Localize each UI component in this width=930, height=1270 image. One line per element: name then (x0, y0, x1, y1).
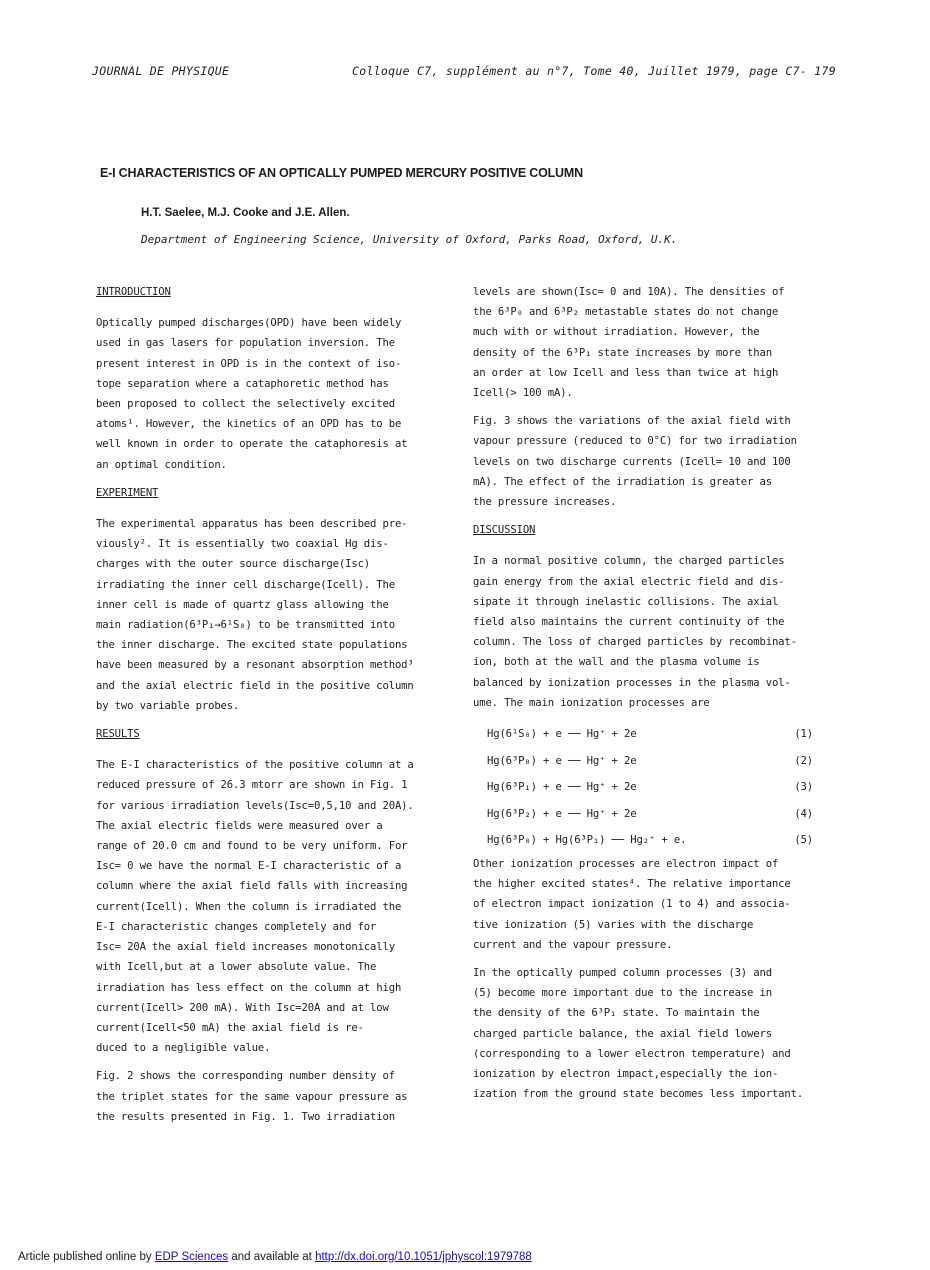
text-line: the 6³P₀ and 6³P₂ metastable states do not change (473, 306, 779, 319)
discussion-paragraph-3 (473, 963, 843, 1104)
text-line: the inner discharge. The excited state populations (96, 639, 408, 652)
text-line: of electron impact ionization (1 to 4) and associa- (473, 898, 791, 911)
equation-row (473, 748, 843, 775)
text-line: The E-I characteristics of the positive column at a (96, 759, 414, 772)
text-line: the results presented in Fig. 1. Two irradiation (96, 1110, 395, 1123)
text-line: Fig. 3 shows the variations of the axial field with (473, 415, 791, 428)
text-line: In a normal positive column, the charged particles (473, 555, 785, 568)
doi-link[interactable]: http://dx.doi.org/10.1051/jphyscol:1979788 (315, 1251, 532, 1263)
section-heading-results: RESULTS (96, 728, 140, 741)
text-line: balanced by ionization processes in the plasma vol- (473, 676, 791, 689)
equation-row (473, 721, 843, 748)
text-line: Fig. 2 shows the corresponding number density of (96, 1070, 395, 1083)
text-line: The axial electric fields were measured over a (96, 819, 383, 832)
right-column (473, 282, 843, 1112)
text-line: Other ionization processes are electron impact of (473, 858, 779, 871)
section-heading-experiment: EXPERIMENT (96, 486, 159, 499)
text-line: (5) become more important due to the increase in (473, 987, 772, 1000)
paper-title: E-I CHARACTERISTICS OF AN OPTICALLY PUMPED MERCURY POSITIVE COLUMN (100, 166, 583, 180)
publisher-link[interactable]: EDP Sciences (154, 1251, 229, 1263)
results-paragraph-fig2 (96, 1066, 456, 1127)
text-line: atoms¹. However, the kinetics of an OPD has to be (96, 418, 402, 431)
text-line: charged particle balance, the axial field lowers (473, 1027, 772, 1040)
equation-expression: Hg(6¹S₀) + e ── Hg⁺ + 2e (487, 728, 637, 741)
text-line: current(Icell<50 mA) the axial field is re- (96, 1021, 364, 1034)
journal-header: JOURNAL DE PHYSIQUE (92, 64, 230, 78)
text-line: the density of the 6³P₁ state. To maintain the (473, 1007, 760, 1020)
section-heading-introduction: INTRODUCTION (96, 286, 171, 298)
text-line: tope separation where a cataphoretic method has (96, 377, 389, 390)
text-line: been proposed to collect the selectively excited (96, 398, 395, 411)
text-line: tive ionization (5) varies with the discharge (473, 918, 754, 931)
footer (18, 1251, 532, 1263)
text-line: duced to a negligible value. (96, 1042, 271, 1055)
text-line: viously². It is essentially two coaxial Hg dis- (96, 538, 389, 551)
equation-number: (3) (794, 781, 813, 794)
text-line: well known in order to operate the cataphoresis at (96, 438, 408, 451)
equation-expression: Hg(6³P₂) + e ── Hg⁺ + 2e (487, 807, 637, 820)
results-paragraph (96, 755, 456, 1058)
results-continued-paragraph (473, 282, 843, 403)
footer-prefix: Article published online by (18, 1251, 152, 1263)
text-line: irradiating the inner cell discharge(Icell). The (96, 578, 395, 591)
equation-expression: Hg(6³P₀) + e ── Hg⁺ + 2e (487, 754, 637, 767)
equation-number: (5) (794, 834, 813, 847)
text-line: the pressure increases. (473, 496, 617, 509)
text-line: range of 20.0 cm and found to be very uniform. For (96, 840, 408, 853)
affiliation: Department of Engineering Science, University of Oxford, Parks Road, Oxford, U.K. (141, 233, 678, 246)
text-line: inner cell is made of quartz glass allowing the (96, 598, 389, 611)
left-column (96, 282, 456, 1135)
text-line: for various irradiation levels(Isc=0,5,10 and 20A). (96, 799, 414, 812)
text-line: current(Icell> 200 mA). With Isc=20A and at low (96, 1001, 389, 1014)
equation-list (473, 721, 843, 854)
discussion-paragraph (473, 551, 843, 713)
footer-middle: and available at (231, 1251, 312, 1263)
section-heading-discussion: DISCUSSION (473, 524, 536, 537)
text-line: Icell(> 100 mA). (473, 387, 573, 400)
equation-expression: Hg(6³P₀) + Hg(6³P₁) ── Hg₂⁺ + e. (487, 834, 687, 847)
text-line: ization from the ground state becomes less important. (473, 1088, 804, 1101)
text-line: field also maintains the current continuity of the (473, 616, 785, 629)
text-line: the triplet states for the same vapour pressure as (96, 1090, 408, 1103)
text-line: In the optically pumped column processes (3) and (473, 967, 772, 980)
text-line: levels are shown(Isc= 0 and 10A). The densities of (473, 286, 785, 298)
discussion-paragraph-2 (473, 854, 843, 955)
equation-number: (2) (794, 754, 813, 767)
text-line: ion, both at the wall and the plasma volume is (473, 656, 760, 669)
equation-row (473, 774, 843, 801)
text-line: main radiation(6³P₁→6¹S₀) to be transmitted into (96, 619, 395, 632)
text-line: ionization by electron impact,especially the ion- (473, 1068, 779, 1081)
text-line: The experimental apparatus has been described pre- (96, 518, 408, 531)
text-line: Optically pumped discharges(OPD) have been widely (96, 317, 402, 330)
text-line: sipate it through inelastic collisions. The axial (473, 595, 779, 608)
text-line: the higher excited states⁴. The relative importance (473, 878, 791, 891)
text-line: column where the axial field falls with increasing (96, 880, 408, 893)
text-line: mA). The effect of the irradiation is greater as (473, 475, 772, 488)
text-line: irradiation has less effect on the column at high (96, 981, 402, 994)
text-line: gain energy from the axial electric field and dis- (473, 575, 785, 588)
text-line: and the axial electric field in the positive column (96, 679, 414, 692)
text-line: column. The loss of charged particles by recombinat- (473, 636, 797, 649)
equation-row (473, 801, 843, 828)
text-line: current(Icell). When the column is irradiated the (96, 900, 402, 913)
results-fig3-paragraph (473, 411, 843, 512)
text-line: E-I characteristic changes completely and for (96, 920, 377, 933)
text-line: (corresponding to a lower electron temperature) and (473, 1047, 791, 1060)
text-line: reduced pressure of 26.3 mtorr are shown in Fig. 1 (96, 779, 408, 792)
authors: H.T. Saelee, M.J. Cooke and J.E. Allen. (141, 207, 350, 219)
text-line: by two variable probes. (96, 699, 240, 712)
text-line: levels on two discharge currents (Icell= 10 and 100 (473, 455, 791, 468)
introduction-paragraph (96, 313, 456, 475)
text-line: density of the 6³P₁ state increases by more than (473, 346, 772, 359)
text-line: Isc= 0 we have the normal E-I characteristic of a (96, 860, 402, 873)
text-line: an optimal condition. (96, 458, 227, 471)
text-line: ume. The main ionization processes are (473, 696, 710, 709)
text-line: an order at low Icell and less than twice at high (473, 366, 779, 379)
text-line: have been measured by a resonant absorption method³ (96, 659, 414, 672)
equation-number: (4) (794, 807, 813, 820)
text-line: used in gas lasers for population inversion. The (96, 337, 395, 350)
equation-row (473, 827, 843, 854)
text-line: vapour pressure (reduced to 0°C) for two irradiation (473, 435, 797, 448)
text-line: present interest in OPD is in the context of iso- (96, 357, 402, 370)
equation-expression: Hg(6³P₁) + e ── Hg⁺ + 2e (487, 781, 637, 794)
equation-number: (1) (794, 728, 813, 741)
text-line: Isc= 20A the axial field increases monotonically (96, 941, 395, 954)
text-line: much with or without irradiation. However, the (473, 326, 760, 339)
text-line: current and the vapour pressure. (473, 938, 673, 951)
colloque-header: Colloque C7, supplément au n°7, Tome 40, Juillet 1979, page C7- 179 (352, 64, 836, 78)
text-line: with Icell,but at a lower absolute value. The (96, 961, 377, 974)
experiment-paragraph (96, 514, 456, 716)
text-line: charges with the outer source discharge(Isc) (96, 558, 371, 571)
